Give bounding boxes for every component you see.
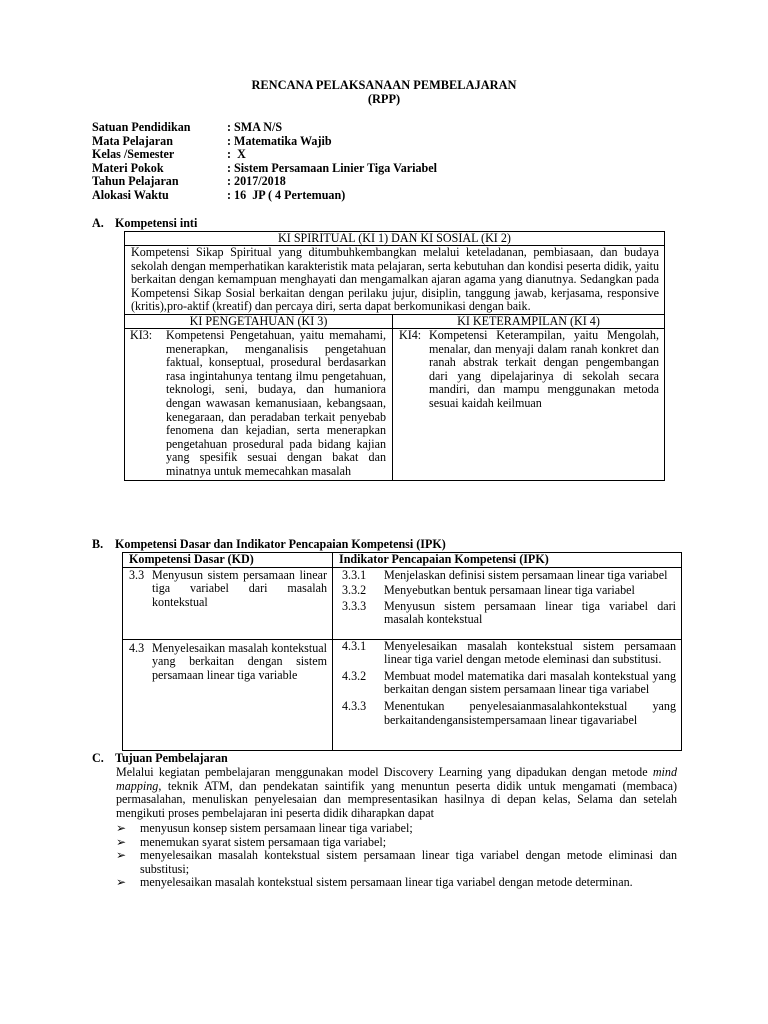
ipk-number: 4.3.3 <box>342 698 367 713</box>
identity-label: Kelas /Semester <box>92 147 175 162</box>
ipk-item <box>342 569 676 583</box>
section-letter: A. <box>92 216 104 230</box>
identity-value: : Sistem Persamaan Linier Tiga Variabel <box>227 160 437 175</box>
identity-label: Satuan Pendidikan <box>92 120 191 134</box>
identity-row <box>92 148 437 162</box>
identity-value: : 2017/2018 <box>227 174 286 189</box>
tujuan-paragraph <box>116 766 677 820</box>
kd-number: 4.3 <box>129 640 145 655</box>
identity-label: Mata Pelajaran <box>92 133 173 148</box>
ipk-text: Menyebutkan bentuk persamaan linear tiga variabel <box>384 583 635 598</box>
list-item <box>116 822 677 836</box>
document-subtitle: (RPP) <box>367 92 401 106</box>
ki3-code: KI3: <box>130 327 153 342</box>
ipk-item <box>342 670 676 697</box>
section-a-heading <box>92 217 197 231</box>
ki4-item <box>399 329 659 411</box>
identity-value: : Matematika Wajib <box>227 133 332 148</box>
section-c-heading <box>92 752 228 766</box>
identity-value: : 16 JP ( 4 Pertemuan) <box>227 187 346 202</box>
ipk-text: Menentukan penyelesaianmasalahkontekstual yang berkaitandengansistempersamaan linear tigavariabel <box>384 698 676 727</box>
section-b-heading <box>92 538 446 552</box>
list-item <box>116 836 677 850</box>
identity-block <box>92 121 437 203</box>
kompetensi-inti-table <box>124 231 665 481</box>
identity-row <box>92 121 437 135</box>
tujuan-list <box>116 822 677 890</box>
list-item-text: menyelesaikan masalah kontekstual sistem persamaan linear tiga variabel dengan metode eliminasi dan substitusi; <box>140 848 677 876</box>
document-title: RENCANA PELAKSANAAN PEMBELAJARAN <box>251 78 517 92</box>
ipk-number: 4.3.1 <box>342 638 367 653</box>
ki4-text: Kompetensi Keterampilan, yaitu Mengolah, menalar, dan menyaji dalam ranah konkret dan ranah abstrak terkait dengan pengembangan dari yang dipelajarinya di sekolah secara mandiri, dan mampu menggunakan metoda sesuai kaidah keilmuan <box>429 327 659 410</box>
arrow-bullet-icon: ➢ <box>116 848 127 863</box>
list-item <box>116 849 677 876</box>
identity-value: : X <box>227 147 246 162</box>
ipk-item <box>342 700 676 727</box>
ipk-text: Menjelaskan definisi sistem persamaan linear tiga variabel <box>384 567 668 582</box>
tujuan-intro: Melalui kegiatan pembelajaran menggunakan model Discovery Learning yang dipadukan dengan metode <box>116 765 653 779</box>
ipk-text: Menyusun sistem persamaan linear tiga variabel dari masalah kontekstual <box>384 598 676 627</box>
ki-spiritual-cell <box>125 246 665 315</box>
ipk-number: 3.3.1 <box>342 567 367 582</box>
ipk-number: 3.3.3 <box>342 598 367 613</box>
ki-spiritual-text: Kompetensi Sikap Spiritual yang ditumbuhkembangkan melalui keteladanan, pembiasaan, dan budaya sekolah dengan memperhatikan karakteristik mata pelajaran, serta kebutuhan dan kondisi peserta didik, yaitu berkaitan dengan kemampuan menghayati dan mengamalkan ajaran agama yang dianutnya. Sedangkan pada Kompetensi Sikap Sosial berkaitan dengan perilaku jujur, disiplin, tanggung jawab, kerjasama, responsive (kritis),pro-aktif (kreatif) dan percaya diri, serta dapat berkomunikasi dengan baik. <box>131 245 659 314</box>
ipk-cell <box>333 567 682 639</box>
identity-label: Alokasi Waktu <box>92 187 169 202</box>
ki-spiritual-header: KI SPIRITUAL (KI 1) DAN KI SOSIAL (KI 2) <box>125 232 665 246</box>
tujuan-italic-term: mind mapping <box>116 765 677 793</box>
identity-row <box>92 189 437 203</box>
ipk-item <box>342 640 676 667</box>
ki4-cell <box>393 328 665 480</box>
identity-row <box>92 175 437 189</box>
ki3-text: Kompetensi Pengetahuan, yaitu memahami, menerapkan, menganalisis pengetahuan faktual, konseptual, prosedural berdasarkan rasa ingintahunya tentang ilmu pengetahuan, teknologi, seni, budaya, dan humaniora dengan wawasan kemanusiaan, kebangsaan, kenegaraan, dan peradaban terkait penyebab fenomena dan kejadian, serta menerapkan pengetahuan prosedural pada bidang kajian yang spesifik sesuai dengan bakat dan minatnya untuk memecahkan masalah <box>166 327 386 478</box>
ipk-item <box>342 600 676 627</box>
ki3-header: KI PENGETAHUAN (KI 3) <box>125 314 393 328</box>
arrow-bullet-icon: ➢ <box>116 821 127 835</box>
kd-text: Menyusun sistem persamaan linear tiga variabel dari masalah kontekstual <box>152 567 327 609</box>
list-item-text: menemukan syarat sistem persamaan tiga variabel; <box>140 834 387 849</box>
list-item-text: menyusun konsep sistem persamaan linear tiga variabel; <box>140 821 413 835</box>
ki3-item <box>130 329 386 479</box>
kd-item <box>129 569 327 610</box>
ipk-text: Membuat model matematika dari masalah kontekstual yang berkaitan dengan sistem persamaan linear tiga variabel <box>384 668 676 697</box>
list-item <box>116 876 677 890</box>
kd-column-header: Kompetensi Dasar (KD) <box>123 553 333 568</box>
section-title: Tujuan Pembelajaran <box>115 751 228 765</box>
ki3-cell <box>125 328 393 480</box>
ipk-text: Menyelesaikan masalah kontekstual sistem persamaan linear tiga variel dengan metode eleminasi dan substitusi. <box>384 638 676 667</box>
kd-ipk-table <box>122 552 682 751</box>
section-title: Kompetensi Dasar dan Indikator Pencapaian Kompetensi (IPK) <box>115 537 446 551</box>
identity-value: : SMA N/S <box>227 120 283 134</box>
kd-number: 3.3 <box>129 567 145 582</box>
kd-cell <box>123 639 333 750</box>
identity-label: Tahun Pelajaran <box>92 174 179 189</box>
identity-label: Materi Pokok <box>92 160 164 175</box>
section-letter: B. <box>92 537 104 551</box>
ipk-column-header: Indikator Pencapaian Kompetensi (IPK) <box>333 553 682 568</box>
section-letter: C. <box>92 751 104 765</box>
section-title: Kompetensi inti <box>115 216 198 230</box>
ipk-item <box>342 584 676 598</box>
arrow-bullet-icon: ➢ <box>116 875 127 890</box>
arrow-bullet-icon: ➢ <box>116 834 127 849</box>
identity-row <box>92 162 437 176</box>
list-item-text: menyelesaikan masalah kontekstual sistem persamaan linear tiga variabel dengan metode determinan. <box>140 875 633 890</box>
ipk-cell <box>333 639 682 750</box>
kd-item <box>129 642 327 683</box>
ipk-number: 4.3.2 <box>342 668 367 683</box>
tujuan-intro-rest: , teknik ATM, dan pendekatan saintifik yang menuntun peserta didik untuk mengamati (membaca) permasalahan, menuliskan penyelesaian dan mempresentasikan hasilnya di depan kelas, Selama dan setelah mengikuti proses pembelajaran ini peserta didik diharapkan dapat <box>116 778 677 820</box>
kd-text: Menyelesaikan masalah kontekstual yang berkaitan dengan sistem persamaan linear tiga variable <box>152 640 327 682</box>
ki4-header: KI KETERAMPILAN (KI 4) <box>393 314 665 328</box>
kd-cell <box>123 567 333 639</box>
ki4-code: KI4: <box>399 327 422 342</box>
ipk-number: 3.3.2 <box>342 583 367 598</box>
identity-row <box>92 135 437 149</box>
